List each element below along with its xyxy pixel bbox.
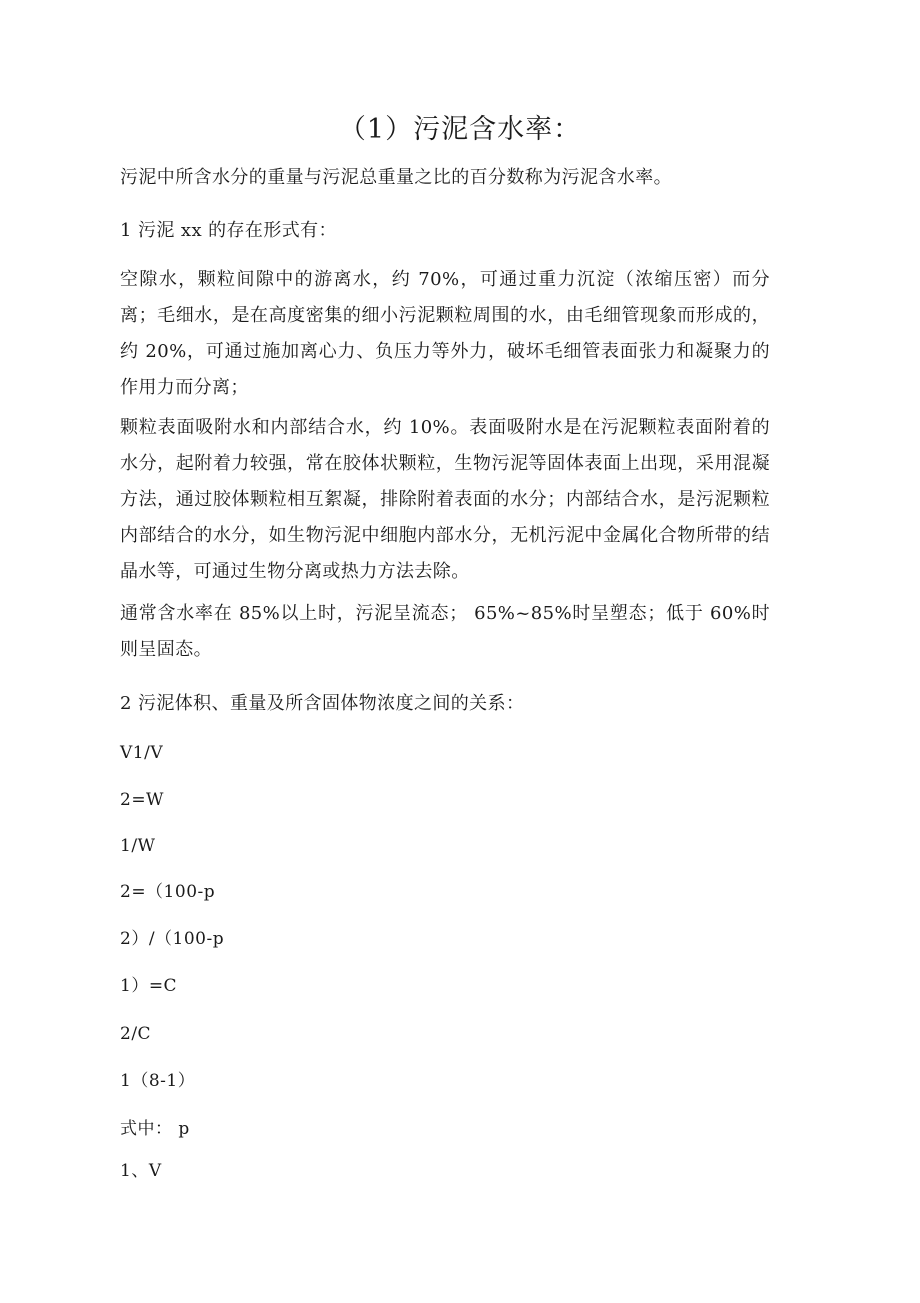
formula-line: 2/C [120,1024,152,1044]
formula-legend-label: 式中： p [120,1119,190,1139]
formula-line: 1）=C [120,976,178,996]
section-title: （1）污泥含水率： [338,114,582,145]
paragraph-relation-heading: 2 污泥体积、重量及所含固体物浓度之间的关系： [120,693,525,714]
paragraph-water-forms-heading: 1 污泥 xx 的存在形式有： [120,220,337,241]
paragraph-adsorbed-bound-water: 颗粒表面吸附水和内部结合水，约 10%。表面吸附水是在污泥颗粒表面附着的水分，起附着力较强，常在胶体状颗粒，生物污泥等固体表面上出现，采用混凝方法，通过胶体颗粒相互絮凝，排除附着表面的水分；内部结合水，是污泥颗粒内部结合的水分，如生物污泥中细胞内部水分，无机污泥中金属化合物所带的结晶水等，可通过生物分离或热力方法去除。 [120,417,770,582]
paragraph-definition: 污泥中所含水分的重量与污泥总重量之比的百分数称为污泥含水率。 [120,167,672,188]
paragraph-void-capillary-water: 空隙水，颗粒间隙中的游离水，约 70%，可通过重力沉淀（浓缩压密）而分离；毛细水，是在高度密集的细小污泥颗粒周围的水，由毛细管现象而形成的，约 20%，可通过施加离心力、负压力等外力，破坏毛细管表面张力和凝聚力的作用力而分离； [120,269,770,398]
formula-line: 2=W [120,790,165,810]
formula-line: V1/V [120,743,164,763]
formula-line: 2）/（100-p [120,929,225,949]
formula-line: 1（8-1） [120,1071,196,1091]
formula-line: 2=（100-p [120,882,216,902]
paragraph-moisture-states: 通常含水率在 85%以上时，污泥呈流态； 65%~85%时呈塑态；低于 60%时则呈固态。 [120,603,770,660]
formula-line: 1/W [120,836,156,856]
formula-line: 1、V [120,1161,162,1181]
